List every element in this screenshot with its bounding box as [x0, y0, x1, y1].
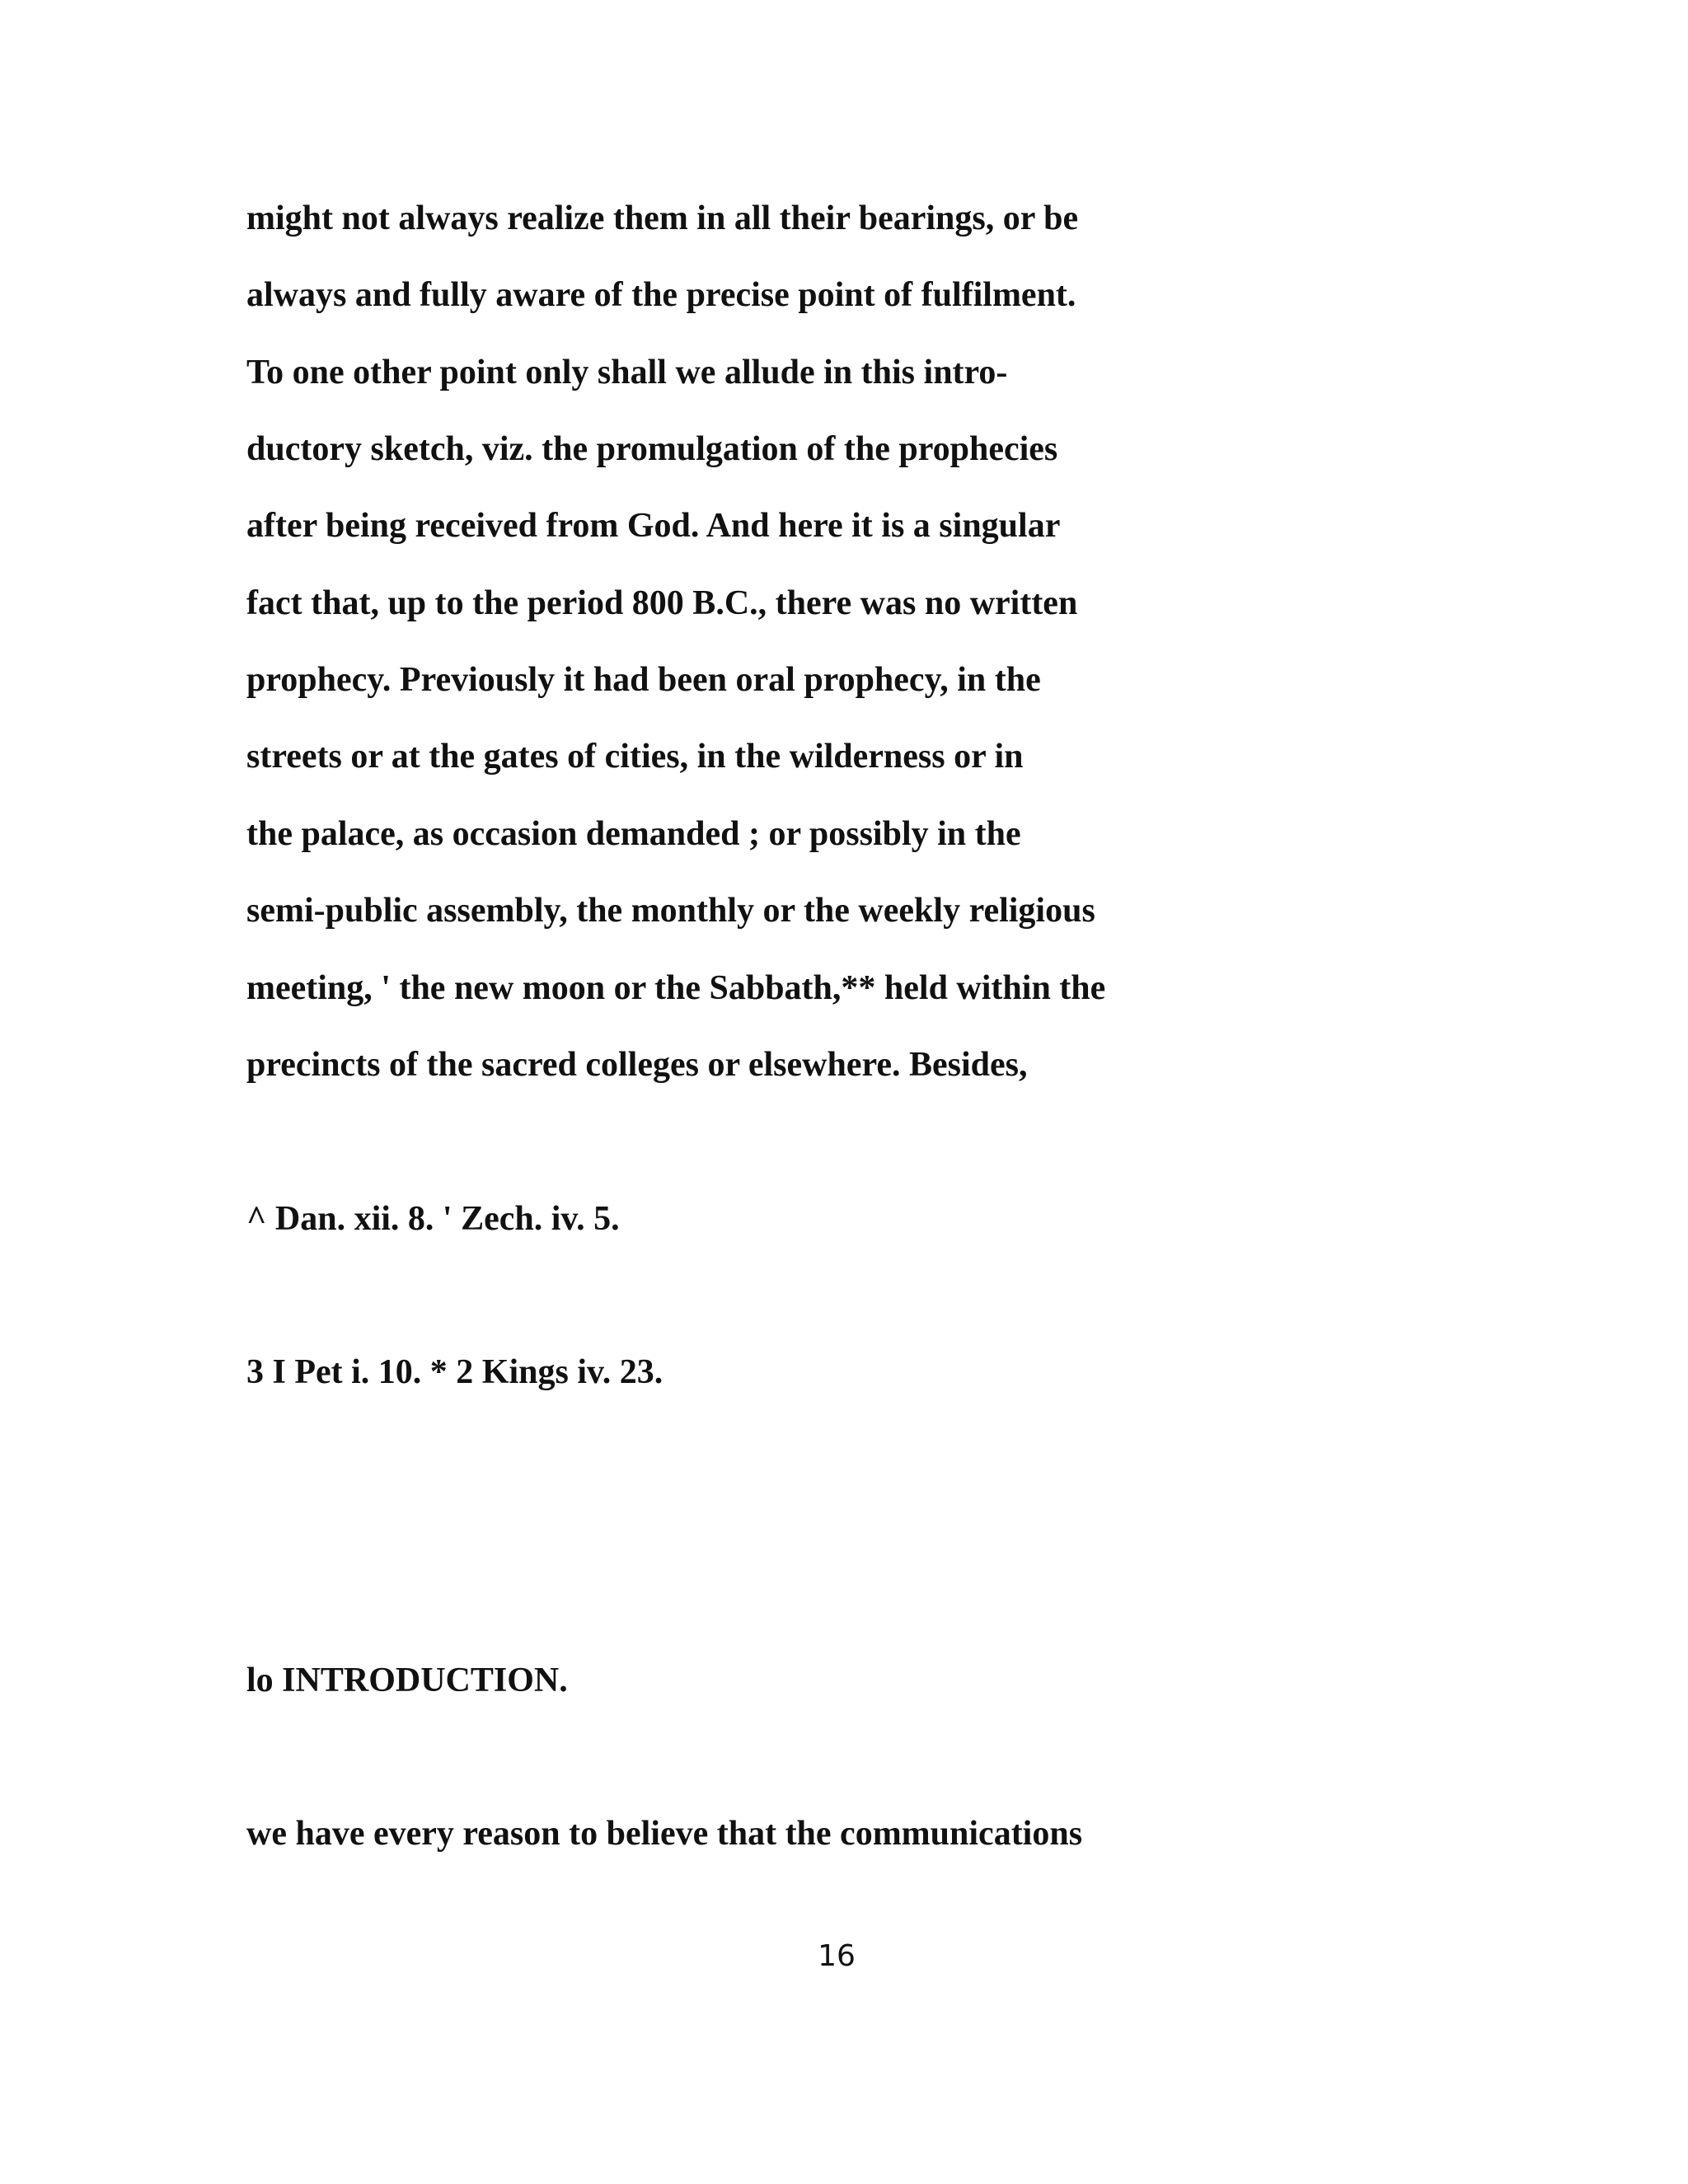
body-line-7: prophecy. Previously it had been oral prophecy, in the	[246, 661, 1041, 699]
body-line-11: meeting, ' the new moon or the Sabbath,** held within the	[246, 969, 1106, 1007]
footnote-2: 3 I Pet i. 10. * 2 Kings iv. 23.	[246, 1353, 663, 1391]
body-line-9: the palace, as occasion demanded ; or possibly in the	[246, 815, 1021, 853]
body-line-10: semi-public assembly, the monthly or the weekly religious	[246, 892, 1095, 930]
body-line-8: streets or at the gates of cities, in the wilderness or in	[246, 738, 1024, 776]
body-line-2: always and fully aware of the precise point of fulfilment.	[246, 276, 1076, 314]
continuation-line: we have every reason to believe that the communications	[246, 1815, 1083, 1853]
body-line-12: precincts of the sacred colleges or elsewhere. Besides,	[246, 1046, 1028, 1084]
page-number: 16	[818, 1939, 856, 1973]
body-line-4: ductory sketch, viz. the promulgation of the prophecies	[246, 430, 1058, 468]
running-header: lo INTRODUCTION.	[246, 1661, 568, 1699]
body-line-1: might not always realize them in all their bearings, or be	[246, 199, 1079, 237]
body-line-6: fact that, up to the period 800 B.C., there was no written	[246, 584, 1078, 622]
footnote-1: ^ Dan. xii. 8. ' Zech. iv. 5.	[246, 1200, 620, 1238]
body-line-3: To one other point only shall we allude in this intro-	[246, 354, 1008, 391]
body-line-5: after being received from God. And here it is a singular	[246, 507, 1061, 545]
